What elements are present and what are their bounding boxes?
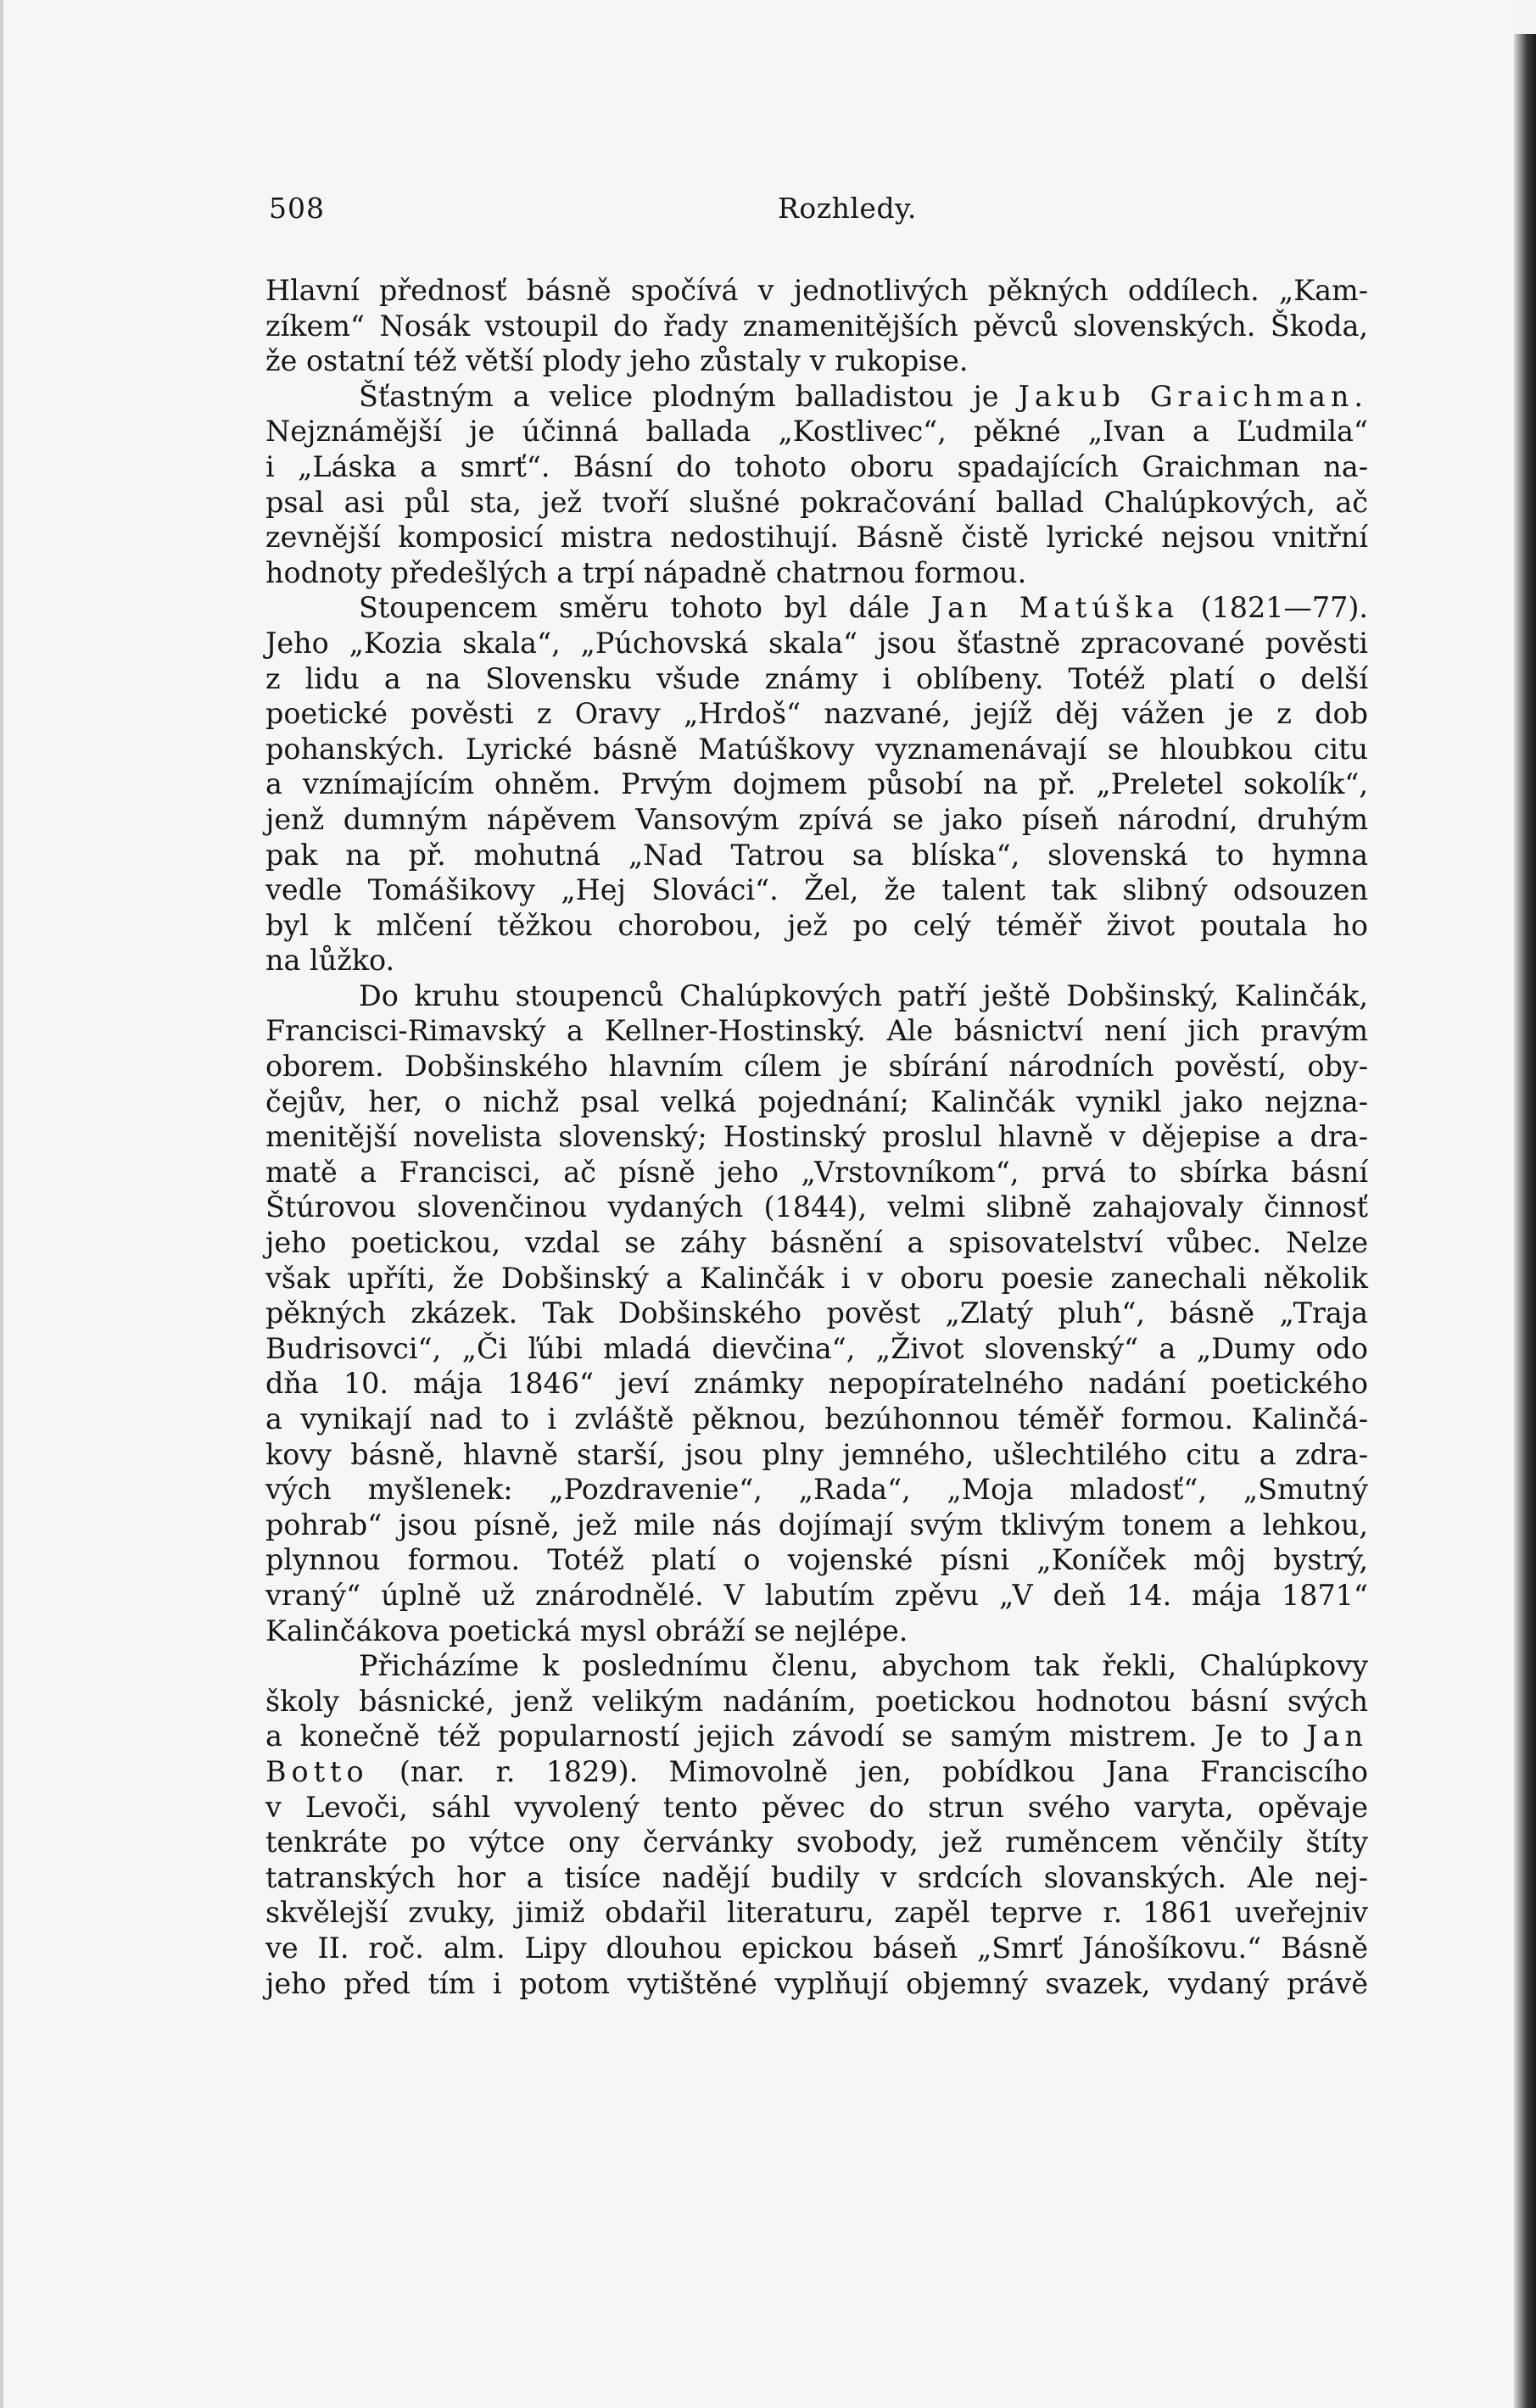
- text-line: vraný“ úplně už znárodnělé. V labutím zpěvu „V deň 14. mája 1871“: [265, 1578, 1368, 1612]
- text-line: vedle Tomášikovy „Hej Slováci“. Žel, že talent tak slibný odsouzen: [265, 873, 1368, 907]
- text-line: pěkných zkázek. Tak Dobšinského pověst „Zlatý pluh“, básně „Traja: [265, 1296, 1368, 1330]
- text-fragment: (nar. r. 1829). Mimovolně jen, pobídkou Jana Franciscího: [368, 1754, 1368, 1788]
- text-line: byl k mlčení těžkou chorobou, jež po celý téměř život poutala ho: [265, 908, 1368, 942]
- text-line: v Levoči, sáhl vyvolený tento pěvec do strun svého varyta, opěvaje: [265, 1790, 1368, 1824]
- text-line: a vynikají nad to i zvláště pěknou, bezúhonnou téměř formou. Kalinčá-: [265, 1402, 1368, 1435]
- author-name: Botto: [265, 1754, 369, 1788]
- text-line: psal asi půl sta, jež tvoří slušné pokračování ballad Chalúpkových, ač: [265, 485, 1368, 519]
- text-fragment: (1821—77).: [1179, 591, 1368, 625]
- text-line: zíkem“ Nosák vstoupil do řady znamenitějších pěvců slovenských. Škoda,: [265, 309, 1368, 343]
- text-fragment: Šťastným a velice plodným balladistou je: [359, 379, 1019, 413]
- text-line: Budrisovci“, „Či ľúbi mladá dievčina“, „Život slovenský“ a „Dumy odo: [265, 1331, 1368, 1365]
- text-line: Nejznámější je účinná ballada „Kostlivec“, pěkné „Ivan a Ľudmila“: [265, 415, 1368, 449]
- text-line: Přicházíme k poslednímu členu, abychom tak řekli, Chalúpkovy: [359, 1649, 1368, 1683]
- text-line: vých myšlenek: „Pozdravenie“, „Rada“, „Moja mladosť“, „Smutný: [265, 1473, 1368, 1507]
- text-line: [265, 379, 1368, 415]
- text-line: plynnou formou. Totéž platí o vojenské písni „Koníček môj bystrý,: [265, 1543, 1368, 1577]
- author-name: Jan Matúška: [930, 591, 1180, 625]
- text-line: tenkráte po výtce ony červánky svobody, jež ruměncem věnčily štíty: [265, 1826, 1368, 1859]
- text-line: tatranských hor a tisíce nadějí budily v srdcích slovanských. Ale nej-: [265, 1860, 1368, 1894]
- text-line: kovy básně, hlavně starší, jsou plny jemného, ušlechtilého citu a zdra-: [265, 1437, 1368, 1471]
- text-line: skvělejší zvuky, jimiž obdařil literaturu, zapěl teprve r. 1861 uveřejniv: [265, 1896, 1368, 1930]
- text-line: zevnější komposicí mistra nedostihují. Básně čistě lyrické nejsou vnitřní: [265, 521, 1368, 555]
- text-line: dňa 10. mája 1846“ jeví známky nepopíratelného nadání poetického: [265, 1367, 1368, 1401]
- page-number: 508: [269, 192, 325, 225]
- text-line: a vznímajícím ohněm. Prvým dojmem působí na př. „Preletel sokolík“,: [265, 767, 1368, 801]
- running-head: Rozhledy.: [778, 192, 917, 225]
- text-line: Kalinčákova poetická mysl obráží se nejlépe.: [265, 1614, 908, 1647]
- page-left-edge: [0, 0, 3, 2408]
- body-text: [265, 273, 1368, 2001]
- text-line: na lůžko.: [265, 944, 395, 978]
- text-line: že ostatní též větší plody jeho zůstaly v rukopise.: [265, 344, 969, 378]
- text-fragment: Stoupencem směru tohoto byl dále: [359, 591, 931, 625]
- text-line: pohanských. Lyrické básně Matúškovy vyznamenávají se hloubkou citu: [265, 732, 1368, 766]
- text-line: i „Láska a smrť“. Básní do tohoto oboru spadajících Graichman na-: [265, 449, 1368, 483]
- text-line: Jeho „Kozia skala“, „Púchovská skala“ jsou šťastně zpracované pověsti: [265, 626, 1368, 660]
- text-line: matě a Francisci, ač písně jeho „Vrstovníkom“, prvá to sbírka básní: [265, 1155, 1368, 1189]
- text-line: Francisci-Rimavský a Kellner-Hostinský. Ale básnictví není jich pravým: [265, 1014, 1368, 1048]
- text-line: ve II. roč. alm. Lipy dlouhou epickou báseň „Smrť Jánošíkovu.“ Básně: [265, 1931, 1368, 1965]
- text-line: jeho poetickou, vzdal se záhy básnění a spisovatelství vůbec. Nelze: [265, 1226, 1368, 1260]
- text-fragment: a konečně též popularností jejich závodí se samým mistrem. Je to: [265, 1720, 1307, 1753]
- text-line: školy básnické, jenž velikým nadáním, poetickou hodnotou básní svých: [265, 1684, 1368, 1718]
- text-line: čejův, her, o nichž psal velká pojednání; Kalinčák vynikl jako nejzna-: [265, 1084, 1368, 1118]
- text-line: Do kruhu stoupenců Chalúpkových patří ještě Dobšinský, Kalinčák,: [359, 978, 1368, 1012]
- text-line: [265, 1719, 1368, 1754]
- text-line: [265, 1754, 1368, 1790]
- text-line: poetické pověsti z Oravy „Hrdoš“ nazvané, jejíž děj vážen je z dob: [265, 697, 1368, 731]
- text-line: však upříti, že Dobšinský a Kalinčák i v oboru poesie zanechali několik: [265, 1261, 1368, 1295]
- text-line: oborem. Dobšinského hlavním cílem je sbírání národních pověstí, oby-: [265, 1050, 1368, 1084]
- text-line: hodnoty předešlých a trpí nápadně chatrnou formou.: [265, 555, 1027, 589]
- text-line: Štúrovou slovenčinou vydaných (1844), velmi slibně zahajovaly činnosť: [265, 1190, 1368, 1224]
- text-line: pak na př. mohutná „Nad Tatrou sa blíska“, slovenská to hymna: [265, 838, 1368, 872]
- text-line: [265, 590, 1368, 626]
- book-spine-shadow: [1514, 34, 1536, 2408]
- author-name: Jan: [1306, 1720, 1368, 1753]
- text-line: z lidu a na Slovensku všude známy i oblíbeny. Totéž platí o delší: [265, 661, 1368, 695]
- text-line: pohrab“ jsou písně, jež mile nás dojímají svým tklivým tonem a lehkou,: [265, 1508, 1368, 1541]
- text-line: menitější novelista slovenský; Hostinský proslul hlavně v dějepise a dra-: [265, 1120, 1368, 1154]
- text-line: jenž dumným nápěvem Vansovým zpívá se jako píseň národní, druhým: [265, 802, 1368, 836]
- page-header: [269, 192, 1363, 242]
- author-name: Jakub Graichman.: [1018, 379, 1368, 413]
- text-line: Hlavní přednosť básně spočívá v jednotlivých pěkných oddílech. „Kam-: [265, 274, 1368, 307]
- text-line: jeho před tím i potom vytištěné vyplňují objemný svazek, vydaný právě: [265, 1966, 1368, 2000]
